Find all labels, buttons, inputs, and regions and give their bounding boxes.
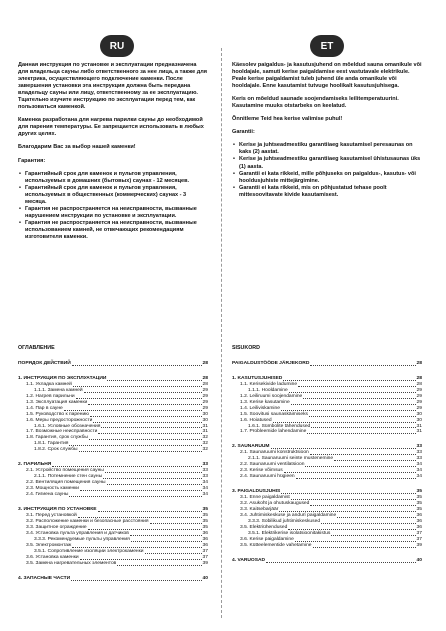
toc-leader-dots: [309, 415, 416, 417]
guarantee-item: • Garantii ei kata rikkeid, mis on põhjustatud tehase poolt mittesoovitavate kivide kasutamisest.: [232, 185, 422, 199]
toc-leader-dots: [107, 483, 202, 485]
toc-page-number: 29: [202, 387, 208, 393]
toc-entry[interactable]: [18, 361, 208, 367]
toc-entry-title: 1.2. Leiliruumi soojendamine: [240, 393, 303, 399]
toc-page-number: 30: [416, 417, 422, 423]
language-badge-et: ET: [310, 35, 344, 57]
toc-entry[interactable]: [18, 576, 208, 582]
toc-entry-title: 1.4. Пар в сауне: [26, 405, 63, 411]
toc-page-number: 29: [416, 405, 422, 411]
toc-leader-dots: [334, 459, 415, 461]
toc-leader-dots: [281, 409, 416, 411]
purpose-paragraph: Каменка разработана для нагрева парилки сауны до необходимой для парения температуры. Ее запрещается использовать в любых других целях.: [18, 117, 204, 138]
toc-entry-title: 1.5. Soovitusi saunaskäimiseks: [240, 411, 308, 417]
guarantee-item: • Garantii ei kata rikkeid, mille põhjuseks on paigaldus-, kasutus- või hooldusjuhiste mittejärgimine.: [232, 171, 422, 185]
toc-entry-title: 1.3. Kerise kasutamine: [240, 399, 290, 405]
toc-leader-dots: [337, 516, 415, 518]
toc-page-number: 35: [202, 518, 208, 524]
toc-leader-dots: [103, 477, 201, 479]
toc-entry-title: 3.5. Электромонтаж: [26, 542, 72, 548]
toc-entry-title: 2. SAUNARUUM: [232, 444, 270, 450]
toc-leader-dots: [73, 385, 202, 387]
toc-entry-title: 3.5. Kütteelementide vahetamine: [240, 542, 312, 548]
toc-leader-dots: [145, 552, 202, 554]
toc-entry-title: 1. ИНСТРУКЦИЯ ПО ЭКСПЛУАТАЦИИ: [18, 375, 107, 381]
toc-leader-dots: [69, 495, 201, 497]
table-of-contents-et: [232, 346, 422, 564]
toc-entry[interactable]: [232, 429, 422, 435]
toc-page-number: 35: [416, 501, 422, 507]
toc-page-number: 32: [202, 441, 208, 447]
toc-page-number: 36: [416, 524, 422, 530]
toc-leader-dots: [79, 450, 202, 452]
toc-entry-title: 2.3. Мощность каменки: [26, 486, 80, 492]
toc-page-number: 29: [202, 405, 208, 411]
toc-leader-dots: [279, 510, 415, 512]
toc-page-number: 36: [416, 518, 422, 524]
toc-leader-dots: [313, 546, 416, 548]
toc-leader-dots: [88, 528, 202, 530]
toc-list: [232, 361, 422, 564]
toc-page-number: 33: [416, 456, 422, 462]
toc-page-number: 39: [202, 560, 208, 566]
guarantee-list: [18, 171, 208, 241]
guarantee-list: [232, 142, 422, 198]
toc-page-number: 34: [202, 480, 208, 486]
toc-page-number: 29: [416, 393, 422, 399]
toc-entry-title: 1.6.1. Sümbolite tähendused: [248, 423, 311, 429]
toc-page-number: 39: [416, 542, 422, 548]
toc-page-number: 30: [202, 417, 208, 423]
toc-entry-title: 3.2. Asukoht ja ohutuskaugused: [240, 501, 310, 507]
toc-leader-dots: [150, 522, 202, 524]
toc-entry-title: 2.1. Устройство помещения сауны: [26, 468, 104, 474]
toc-page-number: 37: [416, 536, 422, 542]
toc-entry-title: 4. VARUOSAD: [232, 557, 266, 563]
toc-leader-dots: [266, 561, 415, 563]
toc-page-number: 28: [416, 381, 422, 387]
toc-leader-dots: [310, 364, 415, 366]
toc-entry-title: 1.6. Hoiatused: [240, 417, 272, 423]
purpose-paragraph: Keris on mõeldud saunade soojendamiseks leilitemperatuurini. Kasutamine muuks otstarbeks on keelatud.: [232, 96, 399, 110]
guarantee-item: • Kerise ja juhtseadmestiku garantiiaeg kasutamisel ühistusaunas üks (1) aasta.: [232, 156, 422, 170]
toc-leader-dots: [305, 465, 415, 467]
toc-entry-title: 1.8.1. Гарантия: [34, 441, 69, 447]
toc-entry-title: 2.1.1. Потемнение стен сауны: [34, 474, 103, 480]
toc-leader-dots: [130, 534, 202, 536]
toc-page-number: 28: [416, 375, 422, 381]
toc-page-number: 33: [202, 468, 208, 474]
intro-column-ru: [18, 62, 208, 241]
toc-page-number: 28: [202, 360, 208, 366]
table-of-contents-ru: [18, 346, 208, 582]
toc-heading: SISUKORD: [232, 345, 260, 351]
toc-leader-dots: [88, 403, 201, 405]
toc-entry-title: 1.4. Leiliviskamine: [240, 405, 280, 411]
toc-leader-dots: [310, 504, 415, 506]
toc-page-number: 31: [416, 429, 422, 435]
toc-leader-dots: [107, 379, 201, 381]
toc-entry[interactable]: [18, 492, 208, 498]
toc-entry-title: 3.5.1. Elektrikerise isolatsioonitakistus: [248, 530, 331, 536]
toc-leader-dots: [105, 471, 202, 473]
toc-leader-dots: [331, 534, 415, 536]
toc-entry-title: 1.7. Возможные неисправности: [26, 429, 98, 435]
toc-entry-title: 1.5. Руководство к парению: [26, 411, 89, 417]
toc-entry-title: 3.5.1. Сопротивление изоляции электрокаменки: [34, 548, 144, 554]
toc-leader-dots: [71, 579, 201, 581]
toc-leader-dots: [291, 498, 416, 500]
guarantee-item: • Гарантийный срок для каменок и пультов управления, используемых в домашних (бытовых) саунах - 12 месяцев.: [18, 171, 208, 185]
toc-entry-title: 3.4. Установка пульта управления и датчиков: [26, 530, 129, 536]
toc-leader-dots: [98, 510, 202, 512]
toc-entry-title: 1.3. Эксплуатация каменки: [26, 399, 88, 405]
toc-page-number: 36: [202, 536, 208, 542]
toc-page-number: 34: [202, 492, 208, 498]
toc-leader-dots: [298, 385, 415, 387]
toc-leader-dots: [283, 379, 415, 381]
guarantee-item: • Гарантия не распространяется на неисправности, вызванные нарушением инструкции по установке и эксплуатации.: [18, 206, 208, 220]
toc-entry-title: 2.2. Saunaruumi ventilatsioon: [240, 462, 305, 468]
toc-leader-dots: [311, 426, 415, 428]
toc-leader-dots: [321, 522, 416, 524]
toc-entry-title: ПОРЯДОК ДЕЙСТВИЙ: [18, 360, 71, 366]
toc-page-number: 37: [202, 554, 208, 560]
toc-entry-title: PAIGALDUSTÖÖDE JÄRJEKORD: [232, 360, 310, 366]
toc-page-number: 30: [202, 411, 208, 417]
toc-page-number: 28: [416, 360, 422, 366]
toc-entry-title: 2.4. Saunaruumi hügieen: [240, 474, 295, 480]
toc-page-number: 34: [416, 468, 422, 474]
toc-page-number: 32: [202, 435, 208, 441]
toc-entry-title: 3.3.3. Sobilikud juhtimiskeskused: [248, 518, 321, 524]
toc-page-number: 35: [202, 512, 208, 518]
toc-entry-title: 2.3. Kerise võimsus: [240, 468, 283, 474]
toc-entry-title: 3.3.3. Рекомендуемые пульты управления: [34, 536, 130, 542]
toc-entry-title: 3.3. Kaitsebarjäär: [240, 507, 279, 513]
intro-column-et: [232, 62, 422, 199]
toc-entry[interactable]: [232, 474, 422, 480]
toc-leader-dots: [273, 421, 416, 423]
toc-page-number: 31: [416, 423, 422, 429]
toc-leader-dots: [296, 477, 416, 479]
toc-page-number: 35: [202, 507, 208, 513]
toc-page-number: 34: [416, 462, 422, 468]
toc-page-number: 29: [416, 399, 422, 405]
guarantee-item: • Kerise ja juhtseadmestiku garantiiaeg kasutamisel peresaunas on kaks (2) aastat.: [232, 142, 422, 156]
toc-list: [18, 361, 208, 582]
toc-entry-title: 1.8. Гарантия, срок службы: [26, 435, 88, 441]
toc-page-number: 37: [416, 530, 422, 536]
toc-entry-title: 2.1.1. Saunaruumi seinte mustenemine: [248, 456, 334, 462]
toc-leader-dots: [72, 364, 202, 366]
toc-leader-dots: [64, 409, 202, 411]
toc-page-number: 31: [202, 423, 208, 429]
toc-leader-dots: [295, 540, 416, 542]
toc-heading: ОГЛАВЛЕНИЕ: [18, 345, 55, 351]
toc-page-number: 34: [416, 474, 422, 480]
toc-leader-dots: [80, 489, 202, 491]
thanks-line: Благодарим Вас за выбор нашей каменки!: [18, 144, 136, 151]
toc-leader-dots: [76, 397, 202, 399]
toc-entry-title: 1.1. Укладка камней: [26, 381, 72, 387]
toc-leader-dots: [288, 528, 415, 530]
toc-leader-dots: [117, 564, 201, 566]
toc-leader-dots: [90, 415, 202, 417]
toc-page-number: 37: [202, 548, 208, 554]
toc-entry[interactable]: [232, 558, 422, 564]
toc-page-number: 30: [416, 411, 422, 417]
toc-page-number: 29: [202, 399, 208, 405]
toc-entry-title: 2.2. Вентиляция помещения сауны: [26, 480, 106, 486]
toc-page-number: 28: [202, 375, 208, 381]
toc-entry-title: 3.6. Установка каменки: [26, 554, 79, 560]
toc-leader-dots: [78, 516, 202, 518]
toc-entry-title: 3.6. Kerise paigaldamine: [240, 536, 294, 542]
toc-entry[interactable]: [18, 447, 208, 453]
toc-entry-title: 3. PAIGALDUSJUHIS: [232, 489, 281, 495]
guarantee-heading: Garantii:: [232, 129, 255, 136]
toc-leader-dots: [98, 432, 201, 434]
toc-page-number: 40: [202, 575, 208, 581]
toc-page-number: 31: [202, 429, 208, 435]
toc-page-number: 35: [416, 489, 422, 495]
toc-entry-title: 3.2. Расположение каменки и безопасные расстояния: [26, 518, 149, 524]
toc-entry-title: 2.4. Гигиена сауны: [26, 492, 69, 498]
column-divider: [221, 48, 222, 618]
toc-leader-dots: [84, 391, 202, 393]
toc-leader-dots: [52, 465, 201, 467]
toc-leader-dots: [303, 397, 415, 399]
toc-page-number: 33: [416, 450, 422, 456]
intro-paragraph: Данная инструкция по установке и эксплуатации предназначена для владельца сауны либо ответственного за нее лица, а также для электрика, осуществляющего подключение каменки. После завершения установки эта инструкция должна быть передана владельцу сауны или лицу, ответственному за ее эксплуатацию. Тщательно изучите инструкцию по эксплуатации перед тем, как пользоваться каменкой.: [18, 62, 208, 111]
toc-leader-dots: [131, 540, 202, 542]
toc-leader-dots: [101, 426, 201, 428]
toc-page-number: 36: [202, 530, 208, 536]
toc-page-number: 35: [416, 507, 422, 513]
toc-page-number: 33: [202, 474, 208, 480]
toc-leader-dots: [80, 558, 202, 560]
thanks-line: Õnnitleme Teid hea kerise valimise puhul!: [232, 116, 343, 123]
toc-entry-title: 1.6. Меры предосторожности: [26, 417, 93, 423]
toc-entry[interactable]: [232, 543, 422, 549]
toc-leader-dots: [291, 403, 416, 405]
toc-page-number: 36: [416, 512, 422, 518]
toc-page-number: 29: [416, 387, 422, 393]
toc-entry-title: 3.1. Enne paigaldamist: [240, 495, 290, 501]
language-badge-ru: RU: [100, 35, 134, 57]
toc-page-number: 36: [202, 542, 208, 548]
toc-entry-title: 1.7. Probleemide lahendamine: [240, 429, 307, 435]
intro-paragraph: Käesolev paigaldus- ja kasutusjuhend on mõeldud sauna omanikule või hooldajale, samuti kerise paigaldamise eest vastutavale elektrikule. Peale kerise paigaldamist tuleb juhend üle anda omanikule või hooldajale. Enne kasutamist tutvuge hoolikalt kasutusjuhisega.: [232, 62, 422, 90]
toc-entry[interactable]: [18, 561, 208, 567]
toc-page-number: 34: [202, 486, 208, 492]
toc-leader-dots: [69, 444, 201, 446]
toc-leader-dots: [284, 471, 416, 473]
toc-entry-title: 3.5. Замена нагревательных элементов: [26, 560, 117, 566]
toc-page-number: 35: [202, 524, 208, 530]
toc-entry[interactable]: [232, 361, 422, 367]
toc-page-number: 33: [416, 444, 422, 450]
toc-entry-title: 3.5. Elektriühendused: [240, 524, 288, 530]
toc-entry-title: 2. ПАРИЛЬНЯ: [18, 462, 52, 468]
toc-leader-dots: [72, 546, 201, 548]
guarantee-heading: Гарантия:: [18, 157, 46, 164]
toc-page-number: 28: [202, 381, 208, 387]
guarantee-item: • Гарантийный срок для каменок и пультов управления, используемых в общественных (коммерческих) саунах - 3 месяца.: [18, 185, 208, 206]
toc-leader-dots: [93, 421, 201, 423]
toc-entry-title: 3.1. Перед установкой: [26, 512, 77, 518]
toc-page-number: 35: [416, 495, 422, 501]
toc-page-number: 29: [202, 393, 208, 399]
toc-entry-title: 1.2. Нагрев парильни: [26, 393, 75, 399]
toc-entry-title: 4. ЗАПАСНЫЕ ЧАСТИ: [18, 575, 71, 581]
toc-leader-dots: [281, 492, 415, 494]
toc-leader-dots: [307, 432, 415, 434]
toc-entry-title: 3. ИНСТРУКЦИЯ ПО УСТАНОВКЕ: [18, 507, 97, 513]
toc-entry-title: 1.1. Kerisekivide ladumine: [240, 381, 298, 387]
toc-leader-dots: [289, 391, 416, 393]
toc-entry-title: 1.8.2. Срок службы: [34, 447, 78, 453]
toc-entry-title: 2.1. Saunaruumi konstruktsioon: [240, 450, 309, 456]
toc-entry-title: 1.6.1. Условные обозначения: [34, 423, 101, 429]
guarantee-item: • Гарантия не распространяется на неисправности, вызванные использованием камней, не отвечающих рекомендациям изготовителя каменки.: [18, 220, 208, 241]
toc-leader-dots: [89, 438, 202, 440]
toc-entry-title: 3.4. Juhtimiskeskuse ja andurí paigaldamine: [240, 512, 337, 518]
toc-page-number: 33: [202, 462, 208, 468]
toc-page-number: 32: [202, 447, 208, 453]
toc-entry-title: 1. KASUTUSJUHISED: [232, 375, 283, 381]
toc-entry-title: 3.3. Защитное ограждение: [26, 524, 87, 530]
toc-entry-title: 1.1.1. Замена камней: [34, 387, 83, 393]
toc-page-number: 40: [416, 557, 422, 563]
toc-entry-title: 1.1.1. Hooldamine: [248, 387, 288, 393]
